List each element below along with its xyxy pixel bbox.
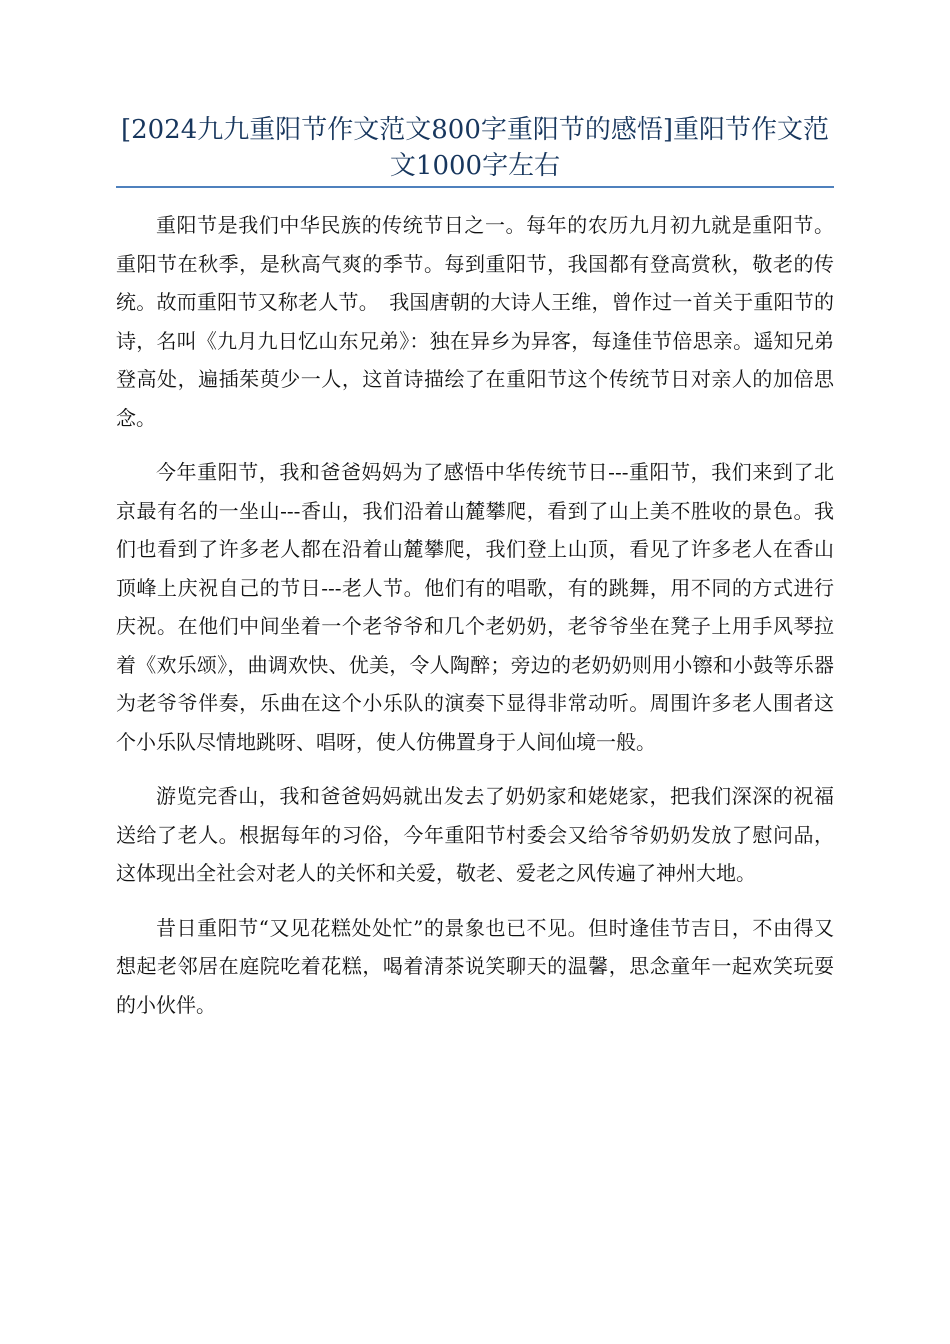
document-title: [2024九九重阳节作文范文800字重阳节的感悟]重阳节作文范文1000字左右 bbox=[120, 115, 830, 181]
title-underline-rule bbox=[116, 186, 834, 188]
title-block bbox=[116, 112, 834, 184]
paragraph-2: 今年重阳节，我和爸爸妈妈为了感悟中华传统节日---重阳节，我们来到了北京最有名的一坐山---香山，我们沿着山麓攀爬，看到了山上美不胜收的景色。我们也看到了许多老人都在沿着山麓攀爬，我们登上山顶，看见了许多老人在香山顶峰上庆祝自己的节日---老人节。他们有的唱歌，有的跳舞，用不同的方式进行庆祝。在他们中间坐着一个老爷爷和几个老奶奶，老爷爷坐在凳子上用手风琴拉着《欢乐颂》，曲调欢快、优美，令人陶醉；旁边的老奶奶则用小镲和小鼓等乐器为老爷爷伴奏，乐曲在这个小乐队的演奏下显得非常动听。周围许多老人围者这个小乐队尽情地跳呀、唱呀，使人仿佛置身于人间仙境一般。 bbox=[116, 460, 834, 754]
document-body bbox=[116, 206, 834, 1040]
paragraph-1: 重阳节是我们中华民族的传统节日之一。每年的农历九月初九就是重阳节。重阳节在秋季，是秋高气爽的季节。每到重阳节，我国都有登高赏秋，敬老的传统。故而重阳节又称老人节。 我国唐朝的大诗人王维，曾作过一首关于重阳节的诗，名叫《九月九日忆山东兄弟》：独在异乡为异客，每逢佳节倍思亲。遥知兄弟登高处，遍插茱萸少一人，这首诗描绘了在重阳节这个传统节日对亲人的加倍思念。 bbox=[116, 213, 834, 430]
paragraph-4: 昔日重阳节“又见花糕处处忙”的景象也已不见。但时逢佳节吉日，不由得又想起老邻居在庭院吃着花糕，喝着清茶说笑聊天的温馨，思念童年一起欢笑玩耍的小伙伴。 bbox=[116, 915, 834, 1017]
paragraph-3: 游览完香山，我和爸爸妈妈就出发去了奶奶家和姥姥家，把我们深深的祝福送给了老人。根据每年的习俗，今年重阳节村委会又给爷爷奶奶发放了慰问品，这体现出全社会对老人的关怀和关爱，敬老、爱老之风传遍了神州大地。 bbox=[116, 784, 834, 885]
